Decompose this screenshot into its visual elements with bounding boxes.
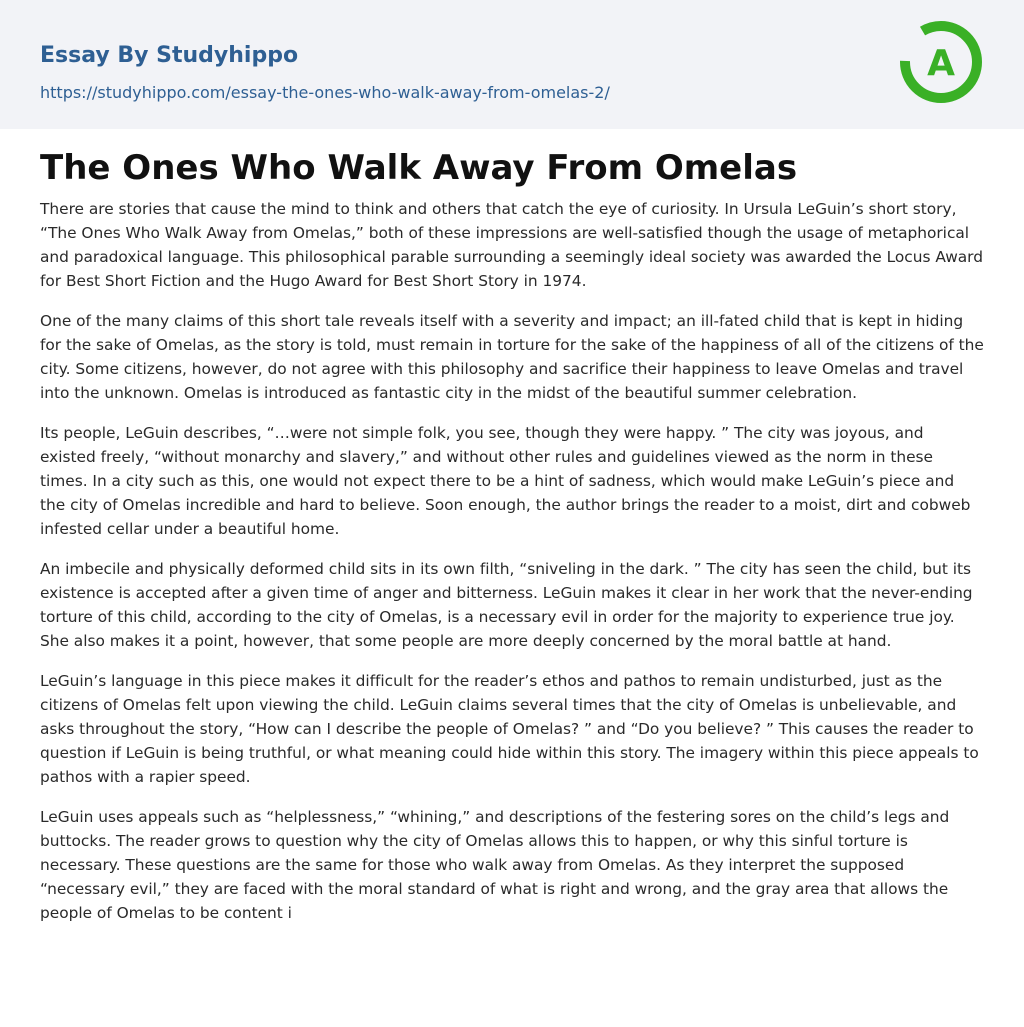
site-brand: Essay By Studyhippo [40, 43, 299, 68]
article-paragraph: LeGuin uses appeals such as “helplessness,” “whining,” and descriptions of the festering sores on the child’s legs and buttocks. The reader grows to question why the city of Omelas allows this to happen, or why this sinful torture is necessary. These questions are the same for those who walk away from Omelas. As they interpret the supposed “necessary evil,” they are faced with the moral standard of what is right and wrong, and the gray area that allows the people of Omelas to be content i [40, 808, 950, 922]
article-paragraph: There are stories that cause the mind to think and others that catch the eye of curiosity. In Ursula LeGuin’s short story, “The Ones Who Walk Away from Omelas,” both of these impressions are well-satisfied though the usage of metaphorical and paradoxical language. This philosophical parable surrounding a seemingly ideal society was awarded the Locus Award for Best Short Fiction and the Hugo Award for Best Short Story in 1974. [40, 200, 983, 290]
article-paragraph: One of the many claims of this short tale reveals itself with a severity and impact; an ill-fated child that is kept in hiding for the sake of Omelas, as the story is told, must remain in torture for the sake of the happiness of all of the citizens of the city. Some citizens, however, do not agree with this philosophy and sacrifice their happiness to leave Omelas and travel into the unknown. Omelas is introduced as fantastic city in the midst of the beautiful summer celebration. [40, 312, 984, 402]
article-paragraph: Its people, LeGuin describes, “…were not simple folk, you see, though they were happy. ” The city was joyous, and existed freely, “without monarchy and slavery,” and without other rules and guidelines viewed as the norm in these times. In a city such as this, one would not expect there to be a hint of sadness, which would make LeGuin’s piece and the city of Omelas incredible and hard to believe. Soon enough, the author brings the reader to a moist, dirt and cobweb infested cellar under a beautiful home. [40, 424, 971, 538]
article-body [0, 147, 1024, 925]
article-paragraph: An imbecile and physically deformed child sits in its own filth, “sniveling in the dark. ” The city has seen the child, but its existence is accepted after a given time of anger and bitterness. LeGuin makes it clear in her work that the never-ending torture of this child, according to the city of Omelas, is a necessary evil in order for the majority to experience true joy. She also makes it a point, however, that some people are more deeply concerned by the moral battle at hand. [40, 560, 973, 650]
essay-url-link[interactable]: https://studyhippo.com/essay-the-ones-who-walk-away-from-omelas-2/ [40, 83, 610, 102]
article-title: The Ones Who Walk Away From Omelas [40, 148, 798, 188]
article-paragraph: LeGuin’s language in this piece makes it difficult for the reader’s ethos and pathos to remain undisturbed, just as the citizens of Omelas felt upon viewing the child. LeGuin claims several times that the city of Omelas is unbelievable, and asks throughout the story, “How can I describe the people of Omelas? ” and “Do you believe? ” This causes the reader to question if LeGuin is being truthful, or what meaning could hide within this story. The imagery within this piece appeals to pathos with a rapier speed. [40, 672, 979, 786]
logo-letter: A [927, 43, 955, 84]
studyhippo-logo-icon[interactable] [898, 19, 984, 105]
site-header [0, 0, 1024, 129]
